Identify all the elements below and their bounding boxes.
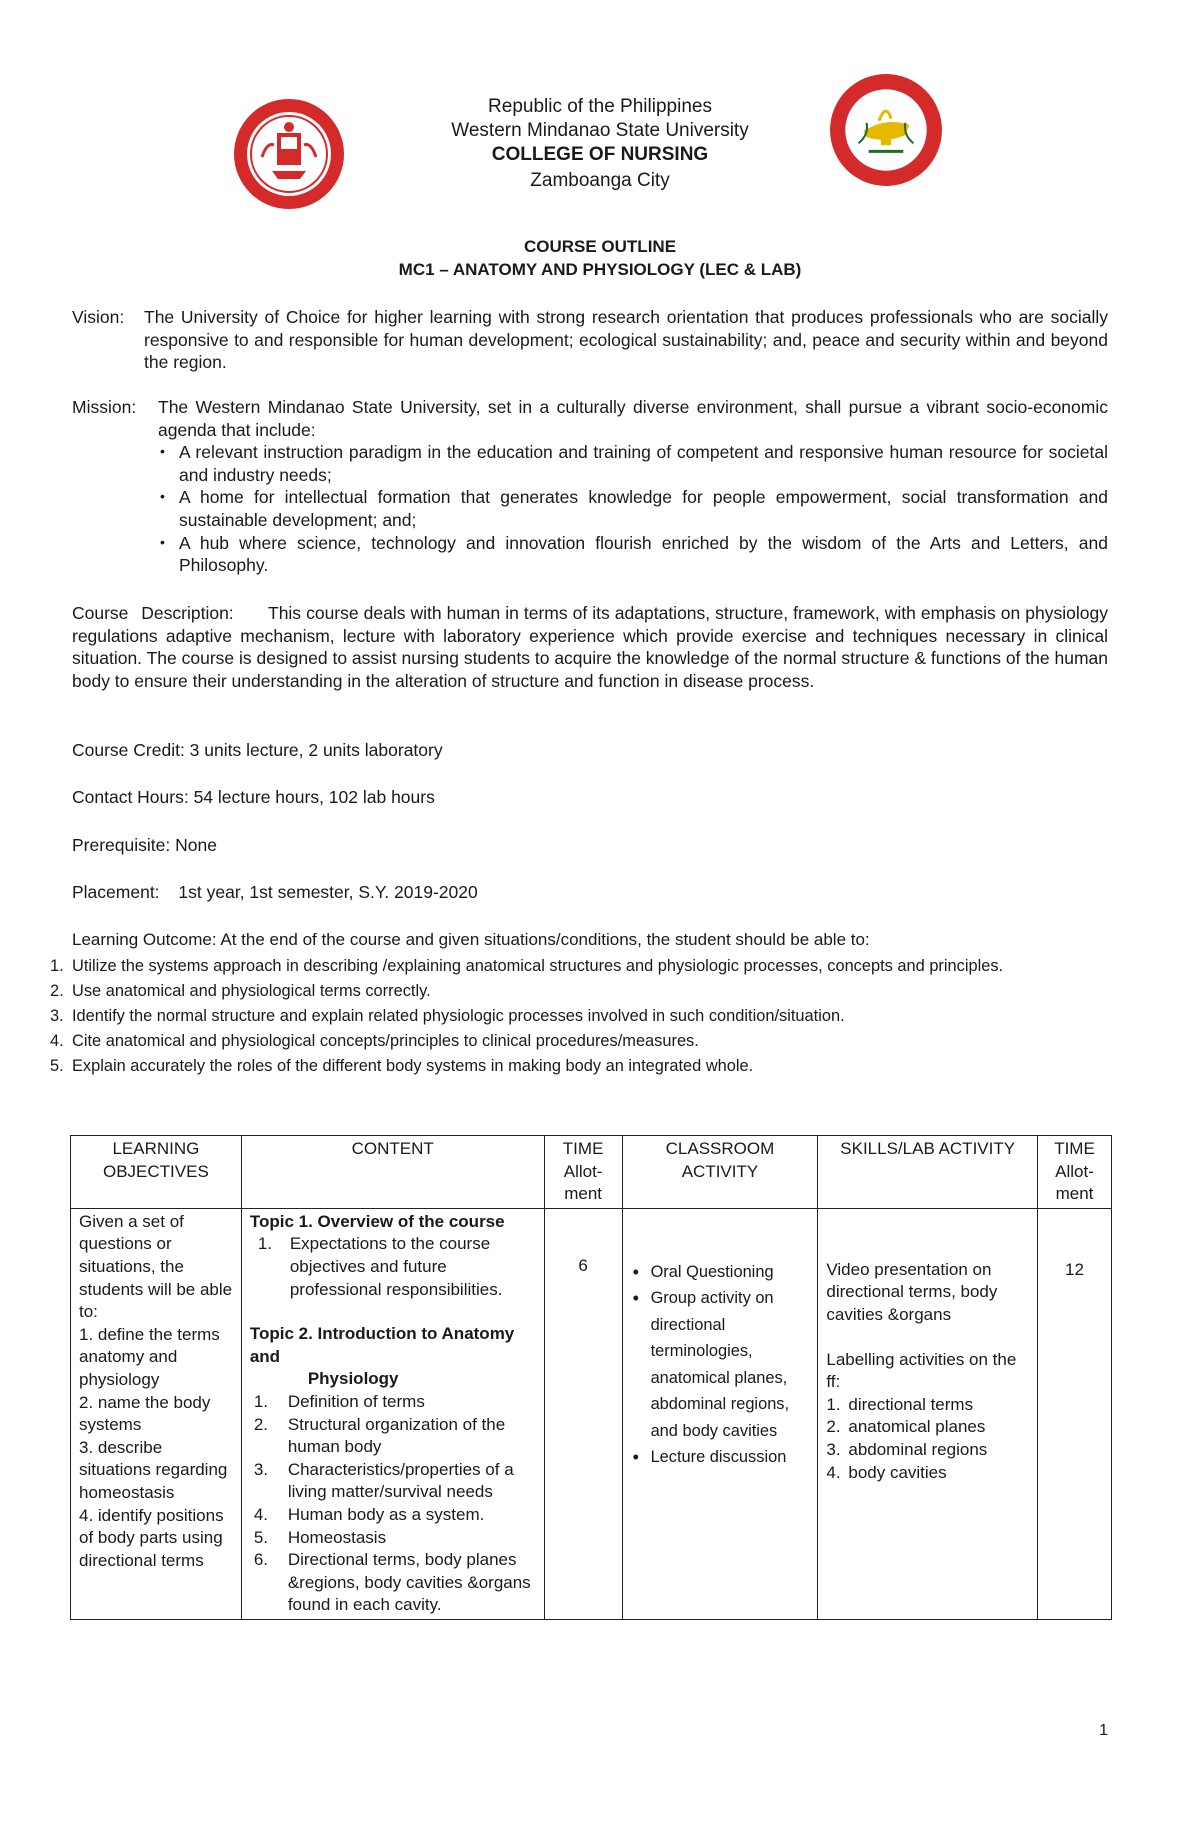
header-college: COLLEGE OF NURSING <box>491 144 709 165</box>
skills-intro: Video presentation on directional terms, body cavities &organs <box>826 1259 998 1324</box>
classroom-activity-cell <box>622 1208 818 1619</box>
vision-text: The University of Choice for higher learning with strong research orientation that produces professionals who are socially responsive to and responsible for human development; ecological sustainability; and, peace and security within and beyond the region. <box>144 307 1108 373</box>
objective-text: 4. identify positions of body parts using directional terms <box>79 1505 224 1570</box>
header-classroom-activity: CLASSROOM ACTIVITY <box>622 1136 818 1209</box>
mission-section <box>72 396 1108 577</box>
topic-2-item: 6. Directional terms, body planes &regions, body cavities &organs found in each cavity. <box>253 1550 531 1615</box>
topic-1-title: Topic 1. Overview of the course <box>249 1211 505 1231</box>
mission-bullet: • A relevant instruction paradigm in the education and training of competent and responsive human resource for societal and industry needs; <box>158 441 1108 486</box>
content-cell <box>241 1208 544 1619</box>
course-description-section <box>72 602 1108 692</box>
objective-text: Given a set of questions or situations, the students will be able to: <box>79 1211 233 1322</box>
skills-item: 4. body cavities <box>826 1462 947 1482</box>
table-header-row <box>71 1136 1112 1209</box>
header-time-allotment: TIME Allot-ment <box>544 1136 622 1209</box>
page-number: 1 <box>1099 1722 1108 1739</box>
vision-section <box>72 306 1108 374</box>
course-outline-table <box>70 1135 1112 1620</box>
classroom-activity-item: • Group activity on directional terminologies, anatomical planes, abdominal regions, and body cavities <box>631 1285 810 1444</box>
topic-2-item: 2. Structural organization of the human body <box>253 1414 506 1457</box>
time-allotment-lecture: 6 <box>544 1208 622 1619</box>
learning-outcome-item: 3. Identify the normal structure and explain related physiologic processes involved in such condition/situation. <box>50 1007 845 1025</box>
objective-text: 2. name the body systems <box>79 1392 211 1435</box>
objectives-cell <box>71 1208 242 1619</box>
skills-item: 3. abdominal regions <box>826 1439 988 1459</box>
header-skills-lab-activity: SKILLS/LAB ACTIVITY <box>818 1136 1038 1209</box>
time-allotment-lab: 12 <box>1038 1208 1112 1619</box>
learning-outcome-item: 5. Explain accurately the roles of the different body systems in making body an integrated whole. <box>50 1057 754 1075</box>
learning-outcome-list <box>50 954 1110 1079</box>
mission-bullet: • A hub where science, technology and innovation flourish enriched by the wisdom of the Arts and Letters, and Philosophy. <box>158 532 1108 577</box>
topic-2-item: 3. Characteristics/properties of a living matter/survival needs <box>253 1459 514 1502</box>
learning-outcome-intro: Learning Outcome: At the end of the course and given situations/conditions, the student should be able to: <box>72 930 870 949</box>
header-university: Western Mindanao State University <box>451 120 749 141</box>
skills-lab-cell <box>818 1208 1038 1619</box>
description-label: Course Description: <box>72 603 234 623</box>
header-time-allotment-lab: TIME Allot-ment <box>1038 1136 1112 1209</box>
objective-text: 3. describe situations regarding homeostasis <box>79 1437 228 1502</box>
topic-2-item: 4. Human body as a system. <box>253 1504 485 1524</box>
header-learning-objectives: LEARNING OBJECTIVES <box>71 1136 242 1209</box>
header-country: Republic of the Philippines <box>488 96 712 117</box>
prerequisite: Prerequisite: None <box>72 835 217 855</box>
header-content: CONTENT <box>241 1136 544 1209</box>
description-text: This course deals with human in terms of its adaptations, structure, framework, with emphasis on physiology regulations adaptive mechanism, lecture with laboratory experience which provide exercise and techniques necessary in clinical situation. The course is designed to assist nursing students to acquire the knowledge of the normal structure & functions of the human body to ensure their understanding in the alteration of structure and function in disease process. <box>72 603 1108 691</box>
header-city: Zamboanga City <box>530 170 670 191</box>
learning-outcome-item: 1. Utilize the systems approach in describing /explaining anatomical structures and physiologic processes, concepts and principles. <box>50 957 1004 975</box>
table-row <box>71 1208 1112 1619</box>
course-credit: Course Credit: 3 units lecture, 2 units laboratory <box>72 740 443 760</box>
skills-item: 1. directional terms <box>826 1394 974 1414</box>
topic-2-item: 1. Definition of terms <box>253 1391 425 1411</box>
topic-2-item: 5. Homeostasis <box>253 1527 387 1547</box>
learning-outcome-item: 4. Cite anatomical and physiological concepts/principles to clinical procedures/measures. <box>50 1032 699 1050</box>
skills-label: Labelling activities on the ff: <box>826 1349 1017 1392</box>
course-title: MC1 – ANATOMY AND PHYSIOLOGY (LEC & LAB) <box>398 260 802 279</box>
mission-bullet: • A home for intellectual formation that generates knowledge for people empowerment, social transformation and sustainable development; and; <box>158 486 1108 531</box>
topic-2-title-cont: Physiology <box>307 1369 399 1389</box>
placement-value: 1st year, 1st semester, S.Y. 2019-2020 <box>178 882 478 902</box>
document-title: COURSE OUTLINE <box>523 237 677 256</box>
objective-text: 1. define the terms anatomy and physiology <box>79 1324 220 1389</box>
placement-label: Placement: <box>72 882 160 902</box>
contact-hours: Contact Hours: 54 lecture hours, 102 lab hours <box>72 787 435 807</box>
placement <box>72 882 478 903</box>
learning-outcome-item: 2. Use anatomical and physiological terms correctly. <box>50 982 431 1000</box>
vision-label: Vision: <box>72 307 125 327</box>
topic-1-item: 1. Expectations to the course objectives and future professional responsibilities. <box>257 1234 503 1299</box>
topic-2-title: Topic 2. Introduction to Anatomy and <box>249 1324 515 1366</box>
skills-item: 2. anatomical planes <box>826 1417 986 1437</box>
mission-label: Mission: <box>72 397 137 417</box>
mission-text: The Western Mindanao State University, set in a culturally diverse environment, shall pursue a vibrant socio-economic agenda that include: <box>158 397 1108 440</box>
classroom-activity-item: • Lecture discussion <box>631 1444 810 1471</box>
classroom-activity-item: • Oral Questioning <box>631 1259 810 1286</box>
